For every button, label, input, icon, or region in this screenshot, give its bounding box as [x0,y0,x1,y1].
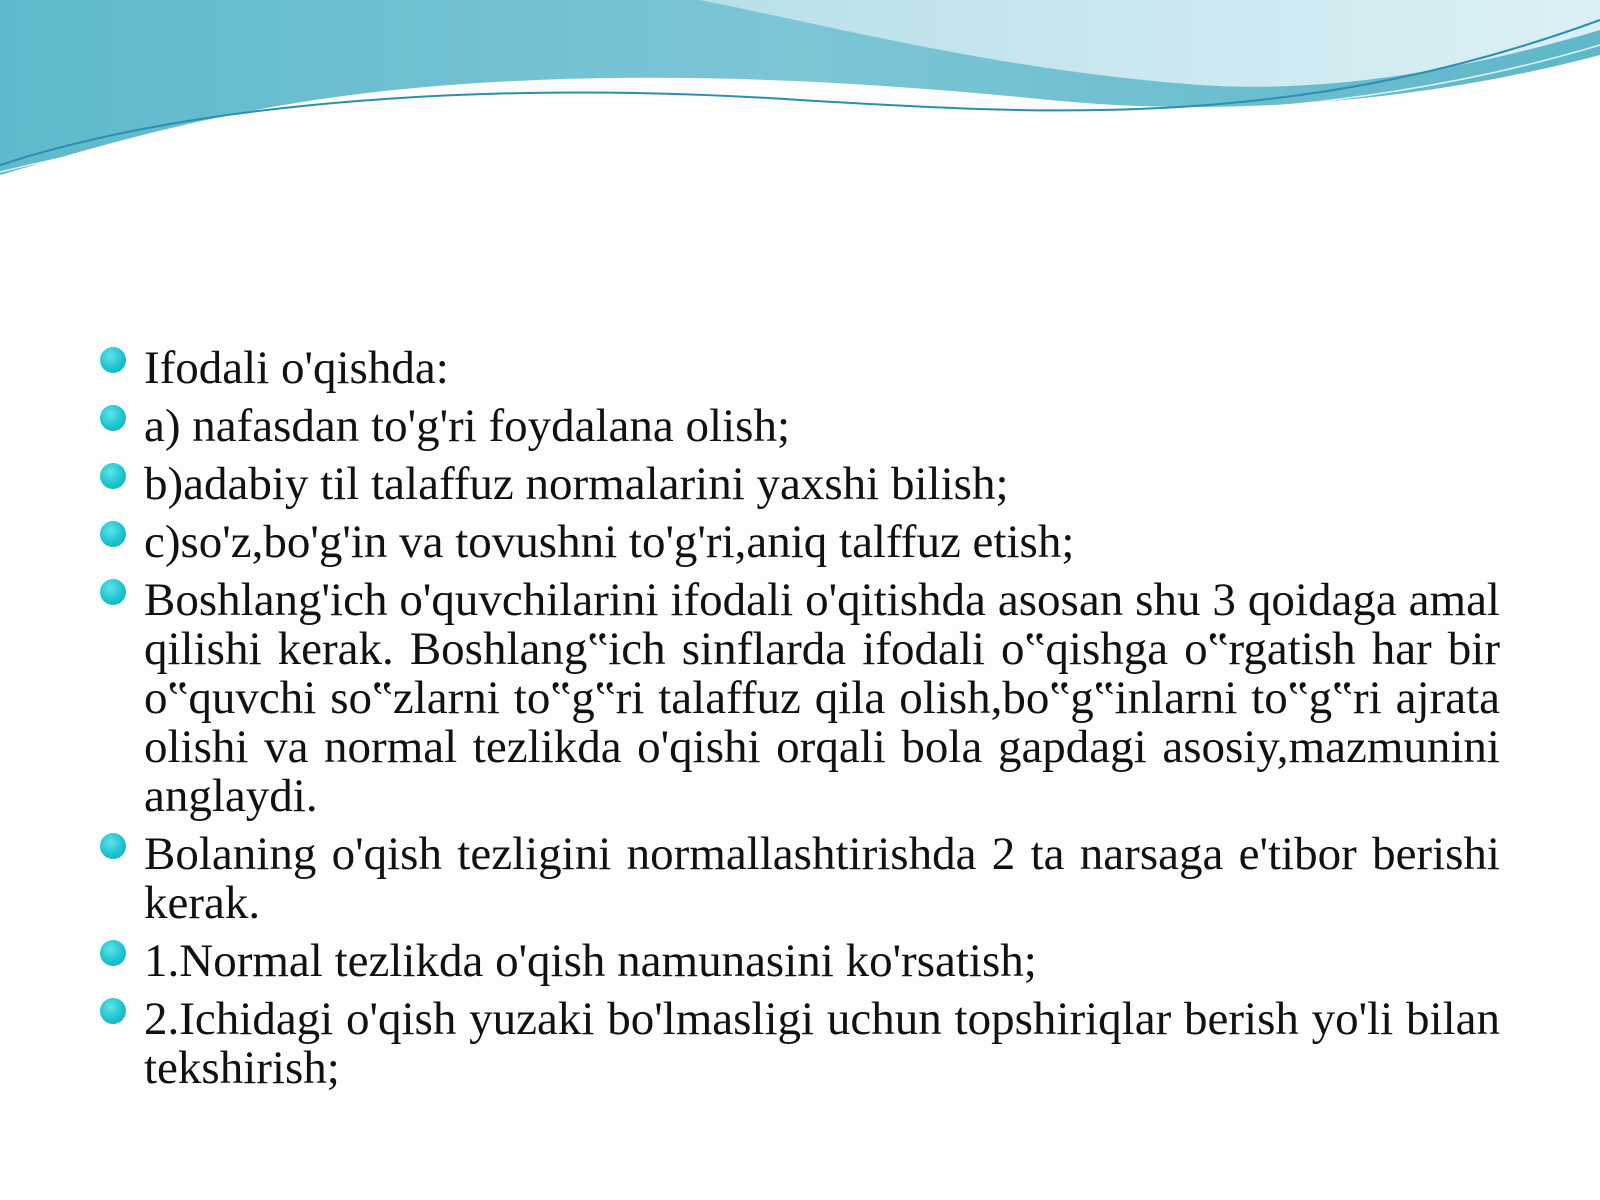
list-item [100,402,1500,451]
list-item [100,995,1500,1093]
header-wave-decoration [0,0,1600,200]
bullet-list [100,344,1500,1093]
bullet-dot-icon [100,940,126,966]
list-item [100,460,1500,509]
bullet-dot-icon [100,579,126,605]
list-item [100,937,1500,986]
bullet-dot-icon [100,405,126,431]
bullet-dot-icon [100,521,126,547]
bullet-text: Ifodali o'qishda: [144,342,449,394]
bullet-text: 2.Ichidagi o'qish yuzaki bo'lmasligi uchun topshiriqlar berish yo'li bilan tekshirish; [144,993,1500,1094]
bullet-text: b)adabiy til talaffuz normalarini yaxshi bilish; [144,458,1009,510]
list-item [100,830,1500,928]
bullet-text: 1.Normal tezlikda o'qish namunasini ko'rsatish; [144,935,1037,987]
bullet-dot-icon [100,998,126,1024]
list-item [100,518,1500,567]
bullet-text: c)so'z,bo'g'in va tovushni to'g'ri,aniq talffuz etish; [144,516,1075,568]
bullet-text: Boshlang'ich o'quvchilarini ifodali o'qitishda asosan shu 3 qoidaga amal qilishi kerak. Boshlang‟ich sinflarda ifodali o‟qishga o‟rgatish har bir o‟quvchi so‟zlarni to‟g‟ri talaffuz qila olish,bo‟g‟inlarni to‟g‟ri ajrata olishi va normal tezlikda o'qishi orqali bola gapdagi asosiy,mazmunini anglaydi. [144,574,1500,822]
list-item [100,576,1500,821]
bullet-text: a) nafasdan to'g'ri foydalana olish; [144,400,790,452]
slide-content [100,344,1500,1102]
bullet-dot-icon [100,463,126,489]
bullet-text: Bolaning o'qish tezligini normallashtirishda 2 ta narsaga e'tibor berishi kerak. [144,828,1500,929]
bullet-dot-icon [100,833,126,859]
list-item [100,344,1500,393]
bullet-dot-icon [100,347,126,373]
